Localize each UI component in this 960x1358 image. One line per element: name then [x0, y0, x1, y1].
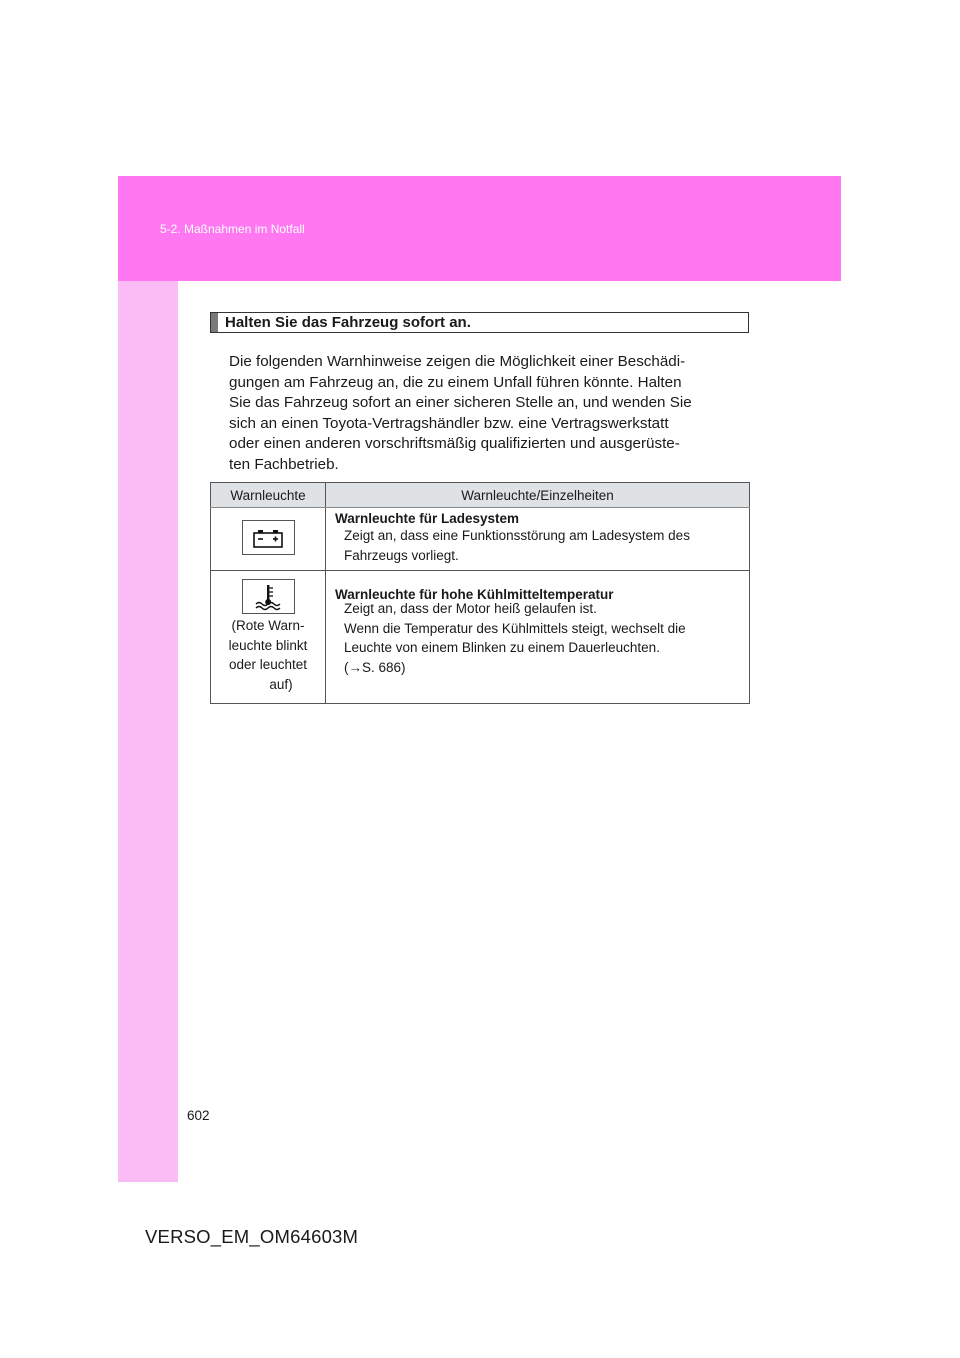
- intro-line: gungen am Fahrzeug an, die zu einem Unfall führen könnte. Halten: [229, 373, 682, 391]
- entry-text: [344, 599, 743, 677]
- entry-line: (→S. 686): [344, 659, 406, 675]
- table-row: [211, 508, 750, 571]
- entry-line: Wenn die Temperatur des Kühlmittels steigt, wechselt die: [344, 620, 686, 636]
- battery-icon: [242, 520, 295, 555]
- lamp-cell: [211, 508, 326, 571]
- section-heading: [210, 312, 749, 333]
- lamp-note: [211, 616, 325, 694]
- breadcrumb: 5-2. Maßnahmen im Notfall: [160, 222, 305, 236]
- intro-line: Die folgenden Warnhinweise zeigen die Möglichkeit einer Beschädi-: [229, 353, 686, 370]
- entry-line: Fahrzeugs vorliegt.: [344, 547, 459, 563]
- intro-line: ten Fachbetrieb.: [229, 455, 339, 473]
- lamp-note-line: leuchte blinkt: [228, 637, 308, 653]
- lamp-note-line: auf): [269, 676, 293, 692]
- intro-line: sich an einen Toyota-Vertragshändler bzw. eine Vertragswerkstatt: [229, 414, 669, 432]
- details-cell: [326, 571, 750, 704]
- column-header-lamp: Warnleuchte: [211, 483, 326, 508]
- intro-line: Sie das Fahrzeug sofort an einer sicheren Stelle an, und wenden Sie: [229, 394, 692, 411]
- entry-text: [344, 526, 743, 565]
- section-marker: [211, 313, 218, 332]
- entry-title: Warnleuchte für hohe Kühlmitteltemperatur: [335, 587, 614, 602]
- lamp-note-line: oder leuchtet: [228, 657, 308, 672]
- document-code: VERSO_EM_OM64603M: [145, 1226, 359, 1247]
- page-number: 602: [187, 1108, 210, 1123]
- table-header-row: [211, 483, 750, 508]
- entry-line: Leuchte von einem Blinken zu einem Dauerleuchten.: [344, 640, 660, 655]
- intro-paragraph: [229, 352, 744, 475]
- table-row: [211, 571, 750, 704]
- intro-line: oder einen anderen vorschriftsmäßig qualifizierten und ausgerüste-: [229, 435, 680, 452]
- lamp-cell: [211, 571, 326, 704]
- section-title: Halten Sie das Fahrzeug sofort an.: [225, 314, 471, 331]
- entry-line: Zeigt an, dass der Motor heiß gelaufen ist.: [344, 601, 597, 616]
- column-header-details: Warnleuchte/Einzelheiten: [326, 483, 750, 508]
- coolant-temperature-icon: [242, 579, 295, 614]
- entry-line: Zeigt an, dass eine Funktionsstörung am Ladesystem des: [344, 528, 690, 543]
- page-sidebar: [118, 176, 178, 1182]
- lamp-note-line: (Rote Warn-: [231, 618, 305, 633]
- entry-title: Warnleuchte für Ladesystem: [335, 511, 520, 526]
- details-cell: [326, 508, 750, 571]
- warning-light-table: [210, 482, 750, 704]
